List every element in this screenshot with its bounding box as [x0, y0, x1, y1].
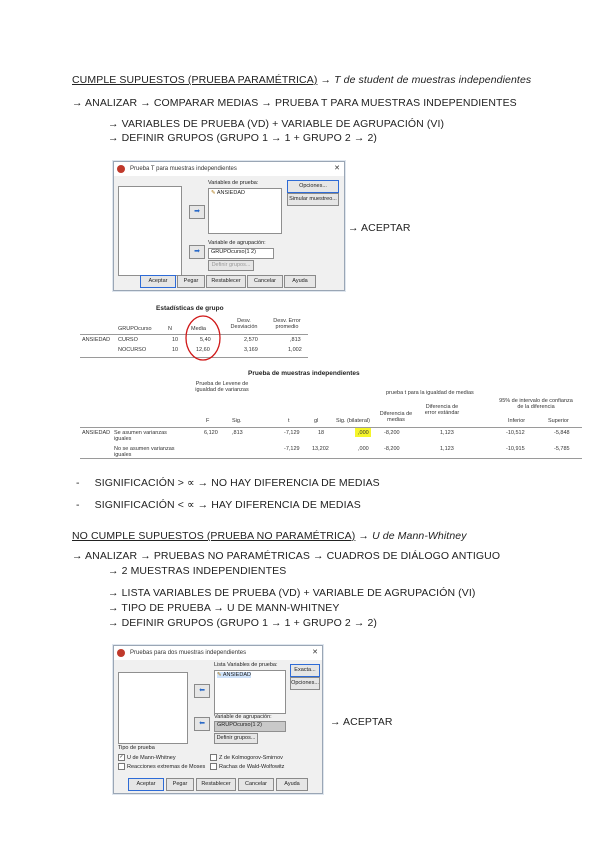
table-cell: 6,120 — [204, 430, 218, 436]
table-cell: 1,002 — [288, 347, 302, 353]
spss-logo-icon — [117, 649, 125, 657]
indep-test-title: Prueba de muestras independientes — [248, 370, 360, 377]
checkbox-icon — [210, 763, 217, 770]
test-variables-list[interactable] — [208, 188, 282, 234]
ttest-dialog-titlebar — [114, 162, 344, 176]
ci-header: 95% de intervalo de confianza de la diferencia — [499, 398, 573, 410]
rule-bullet: - — [76, 499, 80, 511]
group-stats-header: Media — [191, 326, 206, 332]
move-to-grouping-button[interactable] — [189, 245, 205, 259]
group-stats-title: Estadísticas de grupo — [156, 305, 224, 312]
table-cell: -5,848 — [554, 430, 570, 436]
mann-whitney-checkbox[interactable] — [118, 754, 176, 761]
wald-wolfowitz-checkbox[interactable] — [210, 763, 284, 770]
table-cell: 1,123 — [440, 446, 454, 452]
table-cell: 2,570 — [244, 337, 258, 343]
group-stats-header: GRUPOcurso — [118, 326, 152, 332]
section2-menu-path-cont: → 2 MUESTRAS INDEPENDIENTES — [108, 565, 287, 577]
section1-heading-arrow: → — [320, 74, 332, 86]
two-samples-dialog-title: Pruebas para dos muestras independientes — [130, 650, 247, 656]
rule-text: SIGNIFICACIÓN > ∝ → NO HAY DIFERENCIA DE MEDIAS — [94, 477, 380, 489]
section1-heading-title: CUMPLE SUPUESTOS (PRUEBA PARAMÉTRICA) — [72, 74, 318, 86]
grouping-variable-label: Variable de agrupación: — [214, 714, 272, 720]
cancel-button[interactable]: Cancelar — [238, 778, 274, 791]
section1-heading-method: T de student de muestras independientes — [334, 74, 532, 86]
table-cell: -10,915 — [506, 446, 525, 452]
checkbox-label: U de Mann-Whitney — [127, 754, 176, 761]
help-button[interactable]: Ayuda — [284, 275, 316, 288]
ruler-icon: ✎ — [211, 190, 216, 196]
test-list-label: Lista Variables de prueba: — [214, 662, 278, 668]
test-variable-item-label: ANSIEDAD — [222, 672, 251, 678]
checkbox-icon — [118, 763, 125, 770]
group-stats-row-label: ANSIEDAD — [82, 337, 111, 343]
section2-heading-method: U de Mann-Whitney — [372, 530, 467, 542]
ttest-dialog-title: Prueba T para muestras independientes — [130, 166, 237, 172]
bootstrap-button[interactable]: Simular muestreo... — [287, 193, 339, 206]
grouping-variable-field[interactable] — [208, 248, 274, 259]
kolmogorov-checkbox[interactable] — [210, 754, 283, 761]
arrow-left-icon: ⬅ — [199, 720, 205, 727]
rule-bullet: - — [76, 477, 80, 489]
indep-col-header: Diferencia de error estándar — [424, 404, 460, 416]
reset-button[interactable]: Restablecer — [206, 275, 246, 288]
indep-col-header: Diferencia de medias — [379, 411, 413, 423]
ttest-dialog — [113, 161, 345, 291]
section2-menu-path: → ANALIZAR → PRUEBAS NO PARAMÉTRICAS → CUADROS DE DIÁLOGO ANTIGUO — [72, 550, 501, 562]
moses-checkbox[interactable] — [118, 763, 205, 770]
move-to-test-list-button[interactable] — [194, 684, 210, 698]
section2-step1: → LISTA VARIABLES DE PRUEBA (VD) + VARIABLE DE AGRUPACIÓN (VI) — [108, 587, 476, 599]
test-variable-item[interactable] — [217, 672, 251, 678]
paste-button[interactable]: Pegar — [177, 275, 205, 288]
divider — [80, 458, 582, 459]
table-cell: ,000 — [358, 430, 369, 436]
options-button[interactable]: Opciones... — [287, 180, 339, 193]
indep-col-header: Superior — [548, 418, 569, 424]
section1-step2: → DEFINIR GRUPOS (GRUPO 1 → 1 + GRUPO 2 → 2) — [108, 132, 377, 144]
checkbox-checked-icon: ✓ — [119, 754, 124, 760]
table-cell: -7,129 — [284, 430, 300, 436]
checkbox-label: Reacciones extremas de Moses — [127, 763, 206, 770]
accept-button[interactable]: Aceptar — [128, 778, 164, 791]
table-cell: 10 — [172, 347, 179, 353]
reset-button[interactable]: Restablecer — [196, 778, 236, 791]
grouping-variable-field[interactable] — [214, 721, 286, 732]
table-cell: -8,200 — [384, 430, 400, 436]
rule-item — [76, 477, 380, 489]
table-cell: ,813 — [290, 337, 301, 343]
group-stats-header: Desv. Error promedio — [273, 318, 301, 330]
close-icon[interactable]: ✕ — [334, 165, 340, 172]
divider — [80, 427, 582, 428]
exact-button[interactable]: Exacta... — [290, 664, 320, 677]
move-to-test-variables-button[interactable] — [189, 205, 205, 219]
table-cell: ,000 — [358, 446, 369, 452]
table-cell: 12,60 — [196, 347, 210, 353]
table-cell: 18 — [318, 430, 325, 436]
define-groups-button[interactable]: Definir grupos... — [214, 733, 258, 744]
indep-col-header: gl — [314, 418, 319, 424]
help-button[interactable]: Ayuda — [276, 778, 308, 791]
test-type-label: Tipo de prueba — [118, 745, 155, 751]
spss-logo-icon — [117, 165, 125, 173]
checkbox-label: Rachas de Wald-Wolfowitz — [219, 763, 285, 770]
two-samples-dialog — [113, 645, 323, 794]
table-cell: 3,169 — [244, 347, 258, 353]
rule-item — [76, 499, 361, 511]
table-cell: -7,129 — [284, 446, 300, 452]
table-cell: Se asumen varianzas iguales — [114, 430, 167, 442]
table-cell: 5,40 — [200, 337, 211, 343]
source-variable-list[interactable] — [118, 186, 182, 276]
test-variable-item[interactable] — [211, 190, 245, 196]
arrow-right-icon: ➡ — [194, 248, 200, 255]
source-variable-list[interactable] — [118, 672, 188, 744]
section1-step1: → VARIABLES DE PRUEBA (VD) + VARIABLE DE AGRUPACIÓN (VI) — [108, 118, 445, 130]
rule-text: SIGNIFICACIÓN < ∝ → HAY DIFERENCIA DE MEDIAS — [94, 499, 361, 511]
indep-col-header: Sig. — [232, 418, 242, 424]
ttest-header: prueba t para la igualdad de medias — [386, 390, 474, 396]
section2-step2: → TIPO DE PRUEBA → U DE MANN-WHITNEY — [108, 602, 340, 614]
two-samples-dialog-titlebar — [114, 646, 322, 660]
table-cell: -8,200 — [384, 446, 400, 452]
group-stats-header: N — [168, 326, 172, 332]
close-icon[interactable]: ✕ — [312, 649, 318, 656]
table-cell: 10 — [172, 337, 179, 343]
define-groups-button[interactable]: Definir grupos... — [208, 260, 254, 271]
table-cell: 13,202 — [312, 446, 329, 452]
grouping-variable-value: GRUPOcurso(1 2) — [217, 722, 262, 728]
table-cell: NOCURSO — [118, 347, 147, 353]
options-button[interactable]: Opciones... — [290, 677, 320, 690]
indep-col-header: Sig. (bilateral) — [336, 418, 370, 424]
section1-accept-note: → ACEPTAR — [348, 222, 411, 234]
table-cell: -5,785 — [554, 446, 570, 452]
table-cell: -10,512 — [506, 430, 525, 436]
levene-header: Prueba de Levene de igualdad de varianzas — [195, 381, 249, 393]
cancel-button[interactable]: Cancelar — [247, 275, 283, 288]
grouping-variable-value: GRUPOcurso(1 2) — [211, 249, 256, 255]
table-cell: ,813 — [232, 430, 243, 436]
indep-col-header: F — [206, 418, 210, 424]
arrow-left-icon: ⬅ — [199, 687, 205, 694]
arrow-right-icon: ➡ — [194, 208, 200, 215]
section1-menu-path: → ANALIZAR → COMPARAR MEDIAS → PRUEBA T PARA MUESTRAS INDEPENDIENTES — [72, 97, 517, 109]
test-variables-list[interactable] — [214, 670, 286, 714]
test-variables-label: Variables de prueba: — [208, 180, 259, 186]
test-variable-item-label: ANSIEDAD — [216, 190, 245, 196]
move-to-grouping-button[interactable] — [194, 717, 210, 731]
section2-heading-arrow: → — [358, 530, 370, 542]
section2-heading-title: NO CUMPLE SUPUESTOS (PRUEBA NO PARAMÉTRICA) — [72, 530, 356, 542]
indep-col-header: Inferior — [508, 418, 526, 424]
ruler-icon: ✎ — [217, 672, 222, 678]
table-cell: 1,123 — [440, 430, 454, 436]
paste-button[interactable]: Pegar — [166, 778, 194, 791]
red-circle-annotation — [183, 313, 223, 363]
group-stats-header: Desv. Desviación — [230, 318, 258, 330]
grouping-variable-label: Variable de agrupación: — [208, 240, 266, 246]
table-cell: No se asumen varianzas iguales — [114, 446, 175, 458]
table-cell: CURSO — [118, 337, 138, 343]
checkbox-icon — [210, 754, 217, 761]
checkbox-label: Z de Kolmogorov-Smirnov — [219, 754, 283, 761]
section2-step3: → DEFINIR GRUPOS (GRUPO 1 → 1 + GRUPO 2 → 2) — [108, 617, 377, 629]
section2-accept-note: → ACEPTAR — [330, 716, 393, 728]
indep-col-header: t — [288, 418, 290, 424]
indep-row-label: ANSIEDAD — [82, 430, 111, 436]
section1-heading — [72, 74, 531, 86]
section2-heading — [72, 530, 467, 542]
accept-button[interactable]: Aceptar — [140, 275, 176, 288]
